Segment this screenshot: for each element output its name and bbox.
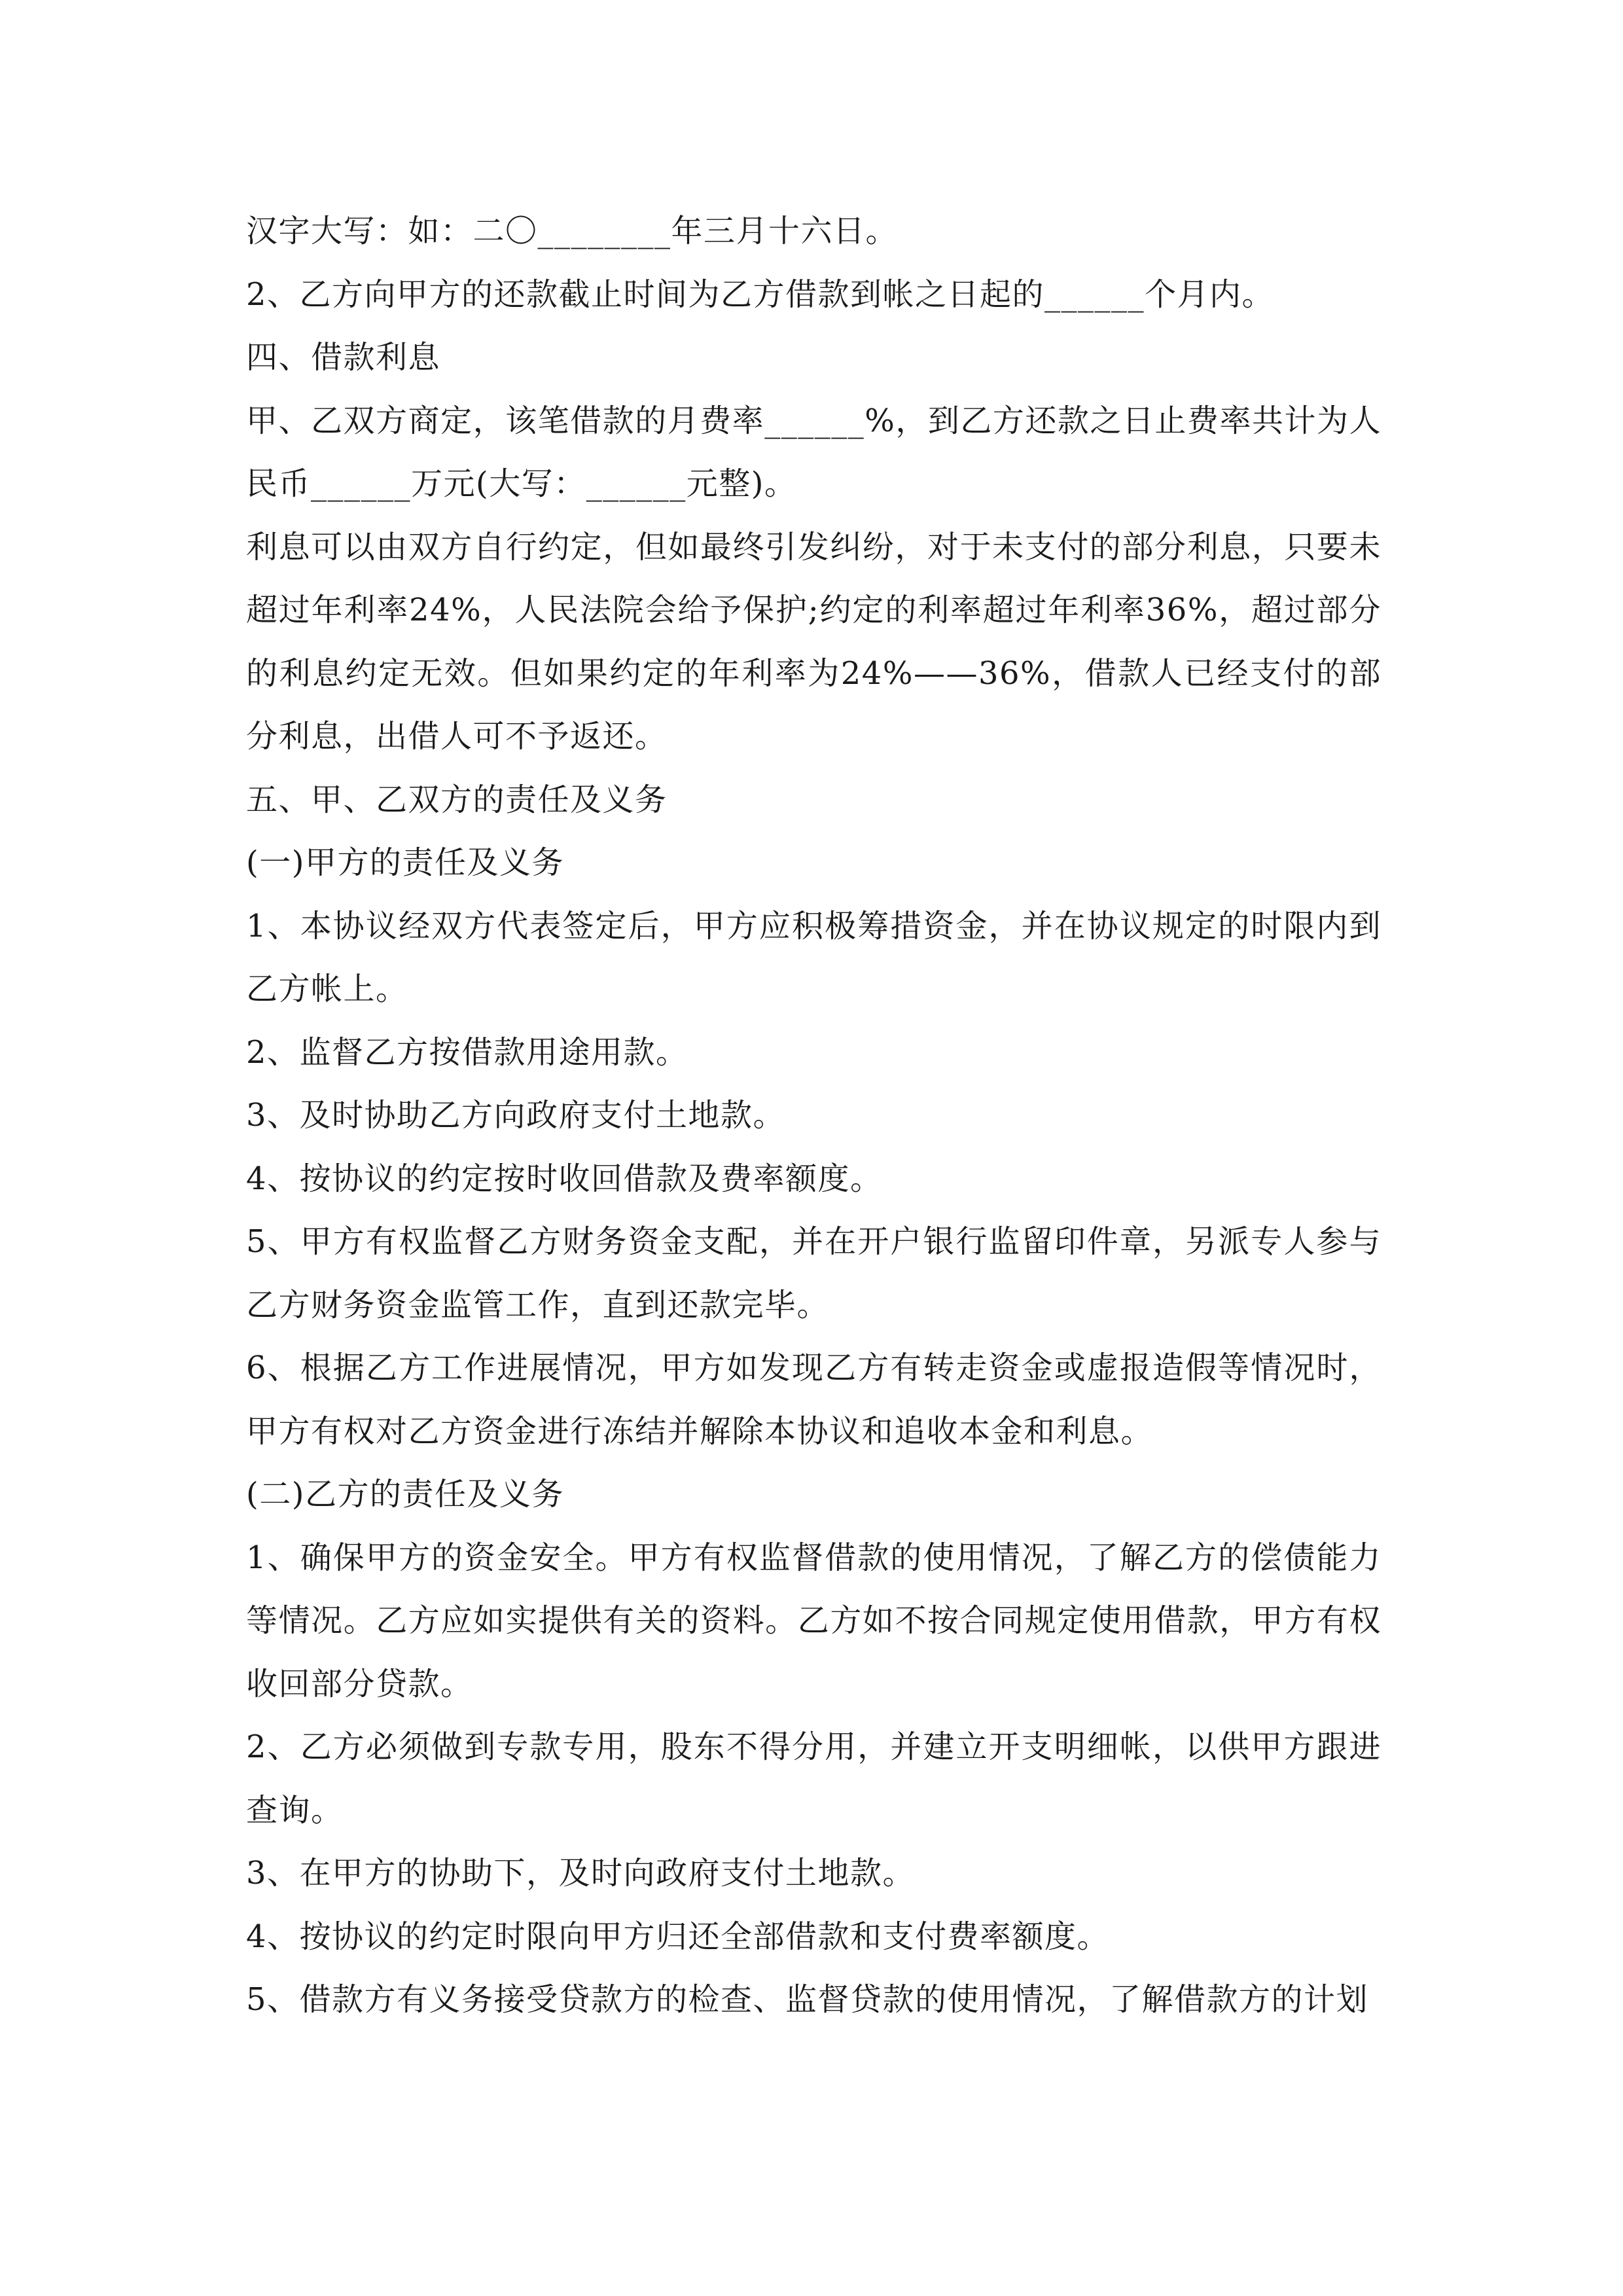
paragraph-interest-law: 利息可以由双方自行约定，但如最终引发纠纷，对于未支付的部分利息，只要未超过年利率24%，人民法院会给予保护;约定的利率超过年利率36%，超过部分的利息约定无效。但如果约定的年利率为24%——36%，借款人已经支付的部分利息，出借人可不予返还。 <box>246 528 1382 755</box>
party-b-item-2: 2、乙方必须做到专款专用，股东不得分用，并建立开支明细帐，以供甲方跟进查询。 <box>246 1729 1382 1829</box>
subheading-party-a: (一)甲方的责任及义务 <box>246 844 564 881</box>
party-a-item-2: 2、监督乙方按借款用途用款。 <box>246 1033 688 1071</box>
party-a-item-1: 1、本协议经双方代表签定后，甲方应积极筹措资金，并在协议规定的时限内到乙方帐上。 <box>246 907 1382 1007</box>
document-body <box>246 200 1382 2032</box>
paragraph-date-note: 汉字大写：如：二〇________年三月十六日。 <box>246 213 899 249</box>
paragraph-monthly-rate: 甲、乙双方商定，该笔借款的月费率______%，到乙方还款之日止费率共计为人民币______万元(大写：______元整)。 <box>246 402 1382 502</box>
party-b-item-4: 4、按协议的约定时限向甲方归还全部借款和支付费率额度。 <box>246 1918 1110 1955</box>
party-b-item-1: 1、确保甲方的资金安全。甲方有权监督借款的使用情况，了解乙方的偿债能力等情况。乙方应如实提供有关的资料。乙方如不按合同规定使用借款，甲方有权收回部分贷款。 <box>246 1539 1382 1702</box>
party-a-item-6: 6、根据乙方工作进展情况，甲方如发现乙方有转走资金或虚报造假等情况时，甲方有权对乙方资金进行冻结并解除本协议和追收本金和利息。 <box>246 1350 1382 1450</box>
section-heading-responsibilities: 五、甲、乙双方的责任及义务 <box>246 781 668 818</box>
party-a-item-4: 4、按协议的约定按时收回借款及费率额度。 <box>246 1160 883 1197</box>
subheading-party-b: (二)乙方的责任及义务 <box>246 1476 564 1513</box>
section-heading-interest: 四、借款利息 <box>246 339 441 376</box>
party-a-item-3: 3、及时协助乙方向政府支付土地款。 <box>246 1097 786 1134</box>
party-a-item-5: 5、甲方有权监督乙方财务资金支配，并在开户银行监留印件章，另派专人参与乙方财务资金监管工作，直到还款完毕。 <box>246 1223 1382 1323</box>
party-b-item-5: 5、借款方有义务接受贷款方的检查、监督贷款的使用情况，了解借款方的计划 <box>246 1981 1369 2018</box>
party-b-item-3: 3、在甲方的协助下，及时向政府支付土地款。 <box>246 1855 916 1892</box>
paragraph-repayment-deadline: 2、乙方向甲方的还款截止时间为乙方借款到帐之日起的______个月内。 <box>246 276 1275 313</box>
